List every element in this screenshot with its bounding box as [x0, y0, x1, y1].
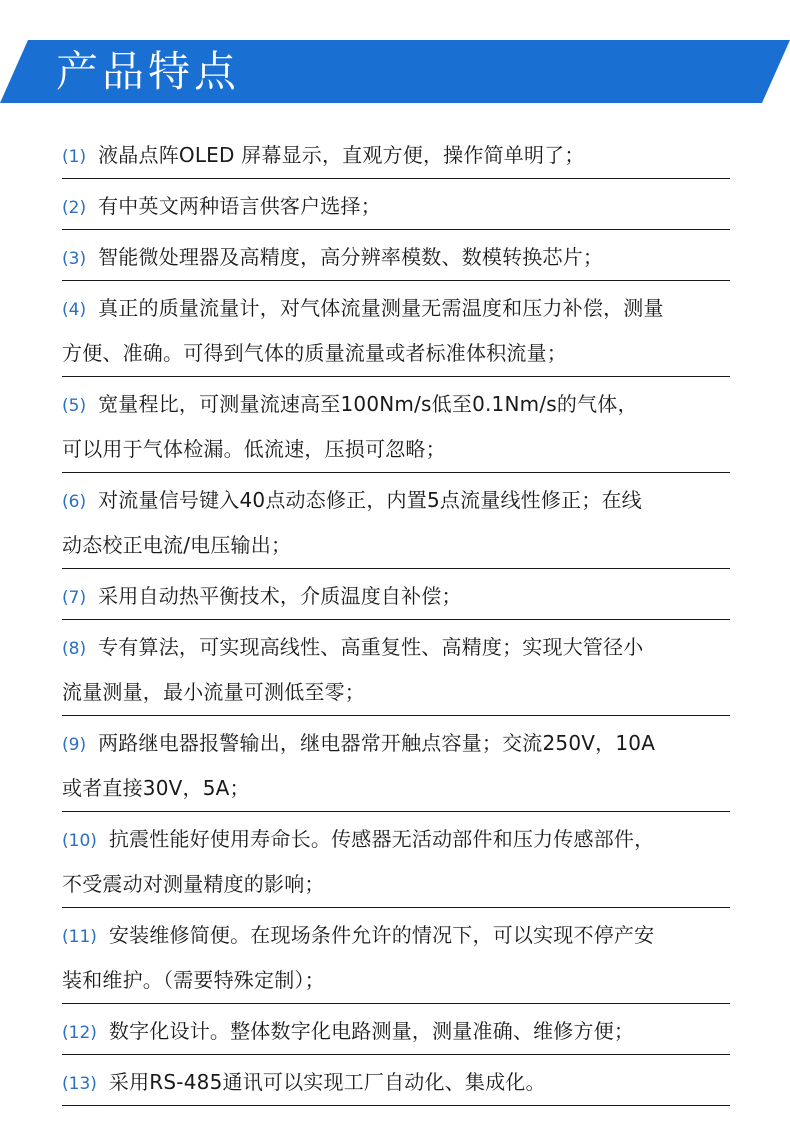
feature-line	[62, 574, 730, 619]
feature-text: 有中英文两种语言供客户选择；	[98, 194, 381, 218]
feature-item	[62, 817, 730, 908]
feature-line	[62, 331, 730, 376]
feature-list	[62, 133, 730, 1111]
feature-line	[62, 913, 730, 958]
section-title: 产品特点	[56, 47, 241, 96]
feature-text: 或者直接30V，5A；	[62, 776, 250, 800]
feature-line	[62, 523, 730, 568]
feature-line	[62, 817, 730, 862]
feature-text: 采用自动热平衡技术，介质温度自补偿；	[98, 584, 462, 608]
feature-text: 采用RS-485通讯可以实现工厂自动化、集成化。	[108, 1070, 546, 1094]
feature-text: 智能微处理器及高精度，高分辨率模数、数模转换芯片；	[98, 245, 604, 269]
feature-line	[62, 958, 730, 1003]
feature-line	[62, 382, 730, 427]
feature-line	[62, 286, 730, 331]
feature-text: 装和维护。（需要特殊定制）；	[62, 968, 325, 992]
feature-line	[62, 670, 730, 715]
feature-text: 宽量程比，可测量流速高至100Nm/s低至0.1Nm/s的气体，	[98, 392, 638, 416]
feature-item	[62, 286, 730, 377]
feature-text: 抗震性能好使用寿命长。传感器无活动部件和压力传感部件，	[108, 827, 655, 851]
feature-item	[62, 913, 730, 1004]
feature-number: (10)	[62, 831, 97, 851]
feature-number: (1)	[62, 147, 87, 167]
feature-line	[62, 766, 730, 811]
feature-text: 数字化设计。整体数字化电路测量，测量准确、维修方便；	[108, 1019, 635, 1043]
feature-line	[62, 184, 730, 229]
feature-line	[62, 478, 730, 523]
feature-number: (6)	[62, 492, 87, 512]
feature-text: 专有算法，可实现高线性、高重复性、高精度；实现大管径小	[98, 635, 644, 659]
feature-line	[62, 427, 730, 472]
feature-number: (11)	[62, 927, 97, 947]
feature-text: 可以用于气体检漏。低流速，压损可忽略；	[62, 437, 446, 461]
feature-line	[62, 625, 730, 670]
feature-number: (7)	[62, 588, 87, 608]
feature-item	[62, 625, 730, 716]
feature-line	[62, 133, 730, 178]
feature-number: (8)	[62, 639, 87, 659]
feature-number: (12)	[62, 1023, 97, 1043]
feature-number: (9)	[62, 735, 87, 755]
feature-item	[62, 235, 730, 281]
feature-text: 流量测量，最小流量可测低至零；	[62, 680, 365, 704]
feature-number: (3)	[62, 249, 87, 269]
feature-text: 动态校正电流/电压输出；	[62, 533, 292, 557]
feature-number: (2)	[62, 198, 87, 218]
feature-item	[62, 1060, 730, 1106]
feature-item	[62, 721, 730, 812]
feature-text: 真正的质量流量计，对气体流量测量无需温度和压力补偿，测量	[98, 296, 664, 320]
feature-item	[62, 184, 730, 230]
feature-item	[62, 133, 730, 179]
feature-item	[62, 478, 730, 569]
feature-text: 安装维修简便。在现场条件允许的情况下，可以实现不停产安	[108, 923, 655, 947]
feature-item	[62, 1009, 730, 1055]
feature-line	[62, 862, 730, 907]
feature-text: 液晶点阵OLED 屏幕显示，直观方便，操作简单明了；	[98, 143, 585, 167]
feature-number: (13)	[62, 1074, 97, 1094]
feature-line	[62, 1009, 730, 1054]
feature-number: (5)	[62, 396, 87, 416]
feature-line	[62, 1060, 730, 1105]
feature-text: 方便、准确。可得到气体的质量流量或者标准体积流量；	[62, 341, 567, 365]
feature-item	[62, 382, 730, 473]
feature-number: (4)	[62, 300, 87, 320]
feature-line	[62, 235, 730, 280]
feature-line	[62, 721, 730, 766]
feature-text: 不受震动对测量精度的影响；	[62, 872, 325, 896]
feature-text: 对流量信号键入40点动态修正，内置5点流量线性修正；在线	[98, 488, 642, 512]
feature-text: 两路继电器报警输出，继电器常开触点容量；交流250V，10A	[98, 731, 656, 755]
section-header-banner	[0, 40, 790, 103]
feature-item	[62, 574, 730, 620]
